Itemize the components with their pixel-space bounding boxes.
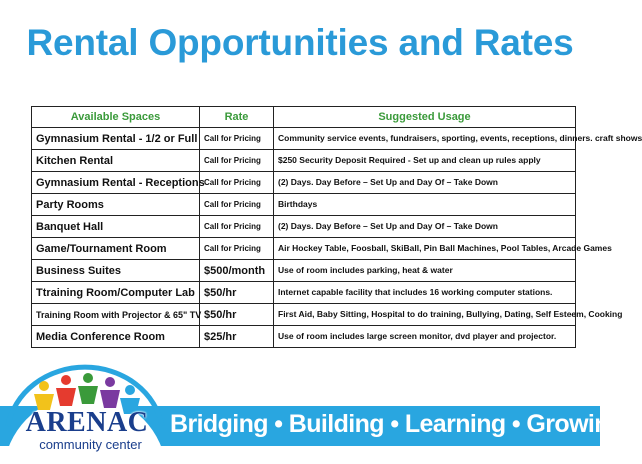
- rate-cell: $25/hr: [200, 326, 274, 348]
- rate-cell: $500/month: [200, 260, 274, 282]
- logo-wordmark: ARENAC: [25, 407, 149, 438]
- table-header-row: [32, 107, 576, 128]
- rate-cell: Call for Pricing: [200, 128, 274, 150]
- table-row: [32, 216, 576, 238]
- table-row: [32, 150, 576, 172]
- rate-cell: Call for Pricing: [200, 238, 274, 260]
- usage-cell: Air Hockey Table, Foosball, SkiBall, Pin Ball Machines, Pool Tables, Arcade Games: [274, 238, 576, 260]
- rate-cell: $50/hr: [200, 282, 274, 304]
- space-cell: Ttraining Room/Computer Lab: [32, 282, 200, 304]
- rate-cell: Call for Pricing: [200, 172, 274, 194]
- table-row: [32, 194, 576, 216]
- table-row: [32, 282, 576, 304]
- rate-cell: $50/hr: [200, 304, 274, 326]
- usage-cell: $250 Security Deposit Required - Set up and clean up rules apply: [274, 150, 576, 172]
- space-cell: Party Rooms: [32, 194, 200, 216]
- table-row: [32, 326, 576, 348]
- table-row: [32, 172, 576, 194]
- usage-cell: Birthdays: [274, 194, 576, 216]
- slogan-text: Bridging • Building • Learning • Growing: [170, 410, 624, 438]
- usage-cell: First Aid, Baby Sitting, Hospital to do training, Bullying, Dating, Self Esteem, Cooking: [274, 304, 576, 326]
- usage-cell: Community service events, fundraisers, sporting, events, receptions, dinners. craft shows: [274, 128, 576, 150]
- table-row: [32, 304, 576, 326]
- rates-table: [31, 106, 642, 348]
- space-cell: Banquet Hall: [32, 216, 200, 238]
- usage-cell: (2) Days. Day Before – Set Up and Day Of – Take Down: [274, 216, 576, 238]
- space-cell: Media Conference Room: [32, 326, 200, 348]
- rate-cell: Call for Pricing: [200, 216, 274, 238]
- page-title: Rental Opportunities and Rates: [26, 22, 574, 63]
- space-cell: Game/Tournament Room: [32, 238, 200, 260]
- usage-cell: Use of room includes large screen monitor, dvd player and projector.: [274, 326, 576, 348]
- usage-cell: (2) Days. Day Before – Set Up and Day Of – Take Down: [274, 172, 576, 194]
- header-available-spaces: Available Spaces: [32, 107, 200, 128]
- table-row: [32, 260, 576, 282]
- rate-cell: Call for Pricing: [200, 194, 274, 216]
- space-cell: Gymnasium Rental - 1/2 or Full: [32, 128, 200, 150]
- header-rate: Rate: [200, 107, 274, 128]
- table-row: [32, 128, 576, 150]
- table-row: [32, 238, 576, 260]
- space-cell: Training Room with Projector & 65" TV: [32, 304, 200, 326]
- header-suggested-usage: Suggested Usage: [274, 107, 576, 128]
- rate-cell: Call for Pricing: [200, 150, 274, 172]
- space-cell: Business Suites: [32, 260, 200, 282]
- space-cell: Kitchen Rental: [32, 150, 200, 172]
- space-cell: Gymnasium Rental - Receptions: [32, 172, 200, 194]
- usage-cell: Internet capable facility that includes 16 working computer stations.: [274, 282, 576, 304]
- usage-cell: Use of room includes parking, heat & water: [274, 260, 576, 282]
- logo-subtitle: community center: [39, 437, 142, 452]
